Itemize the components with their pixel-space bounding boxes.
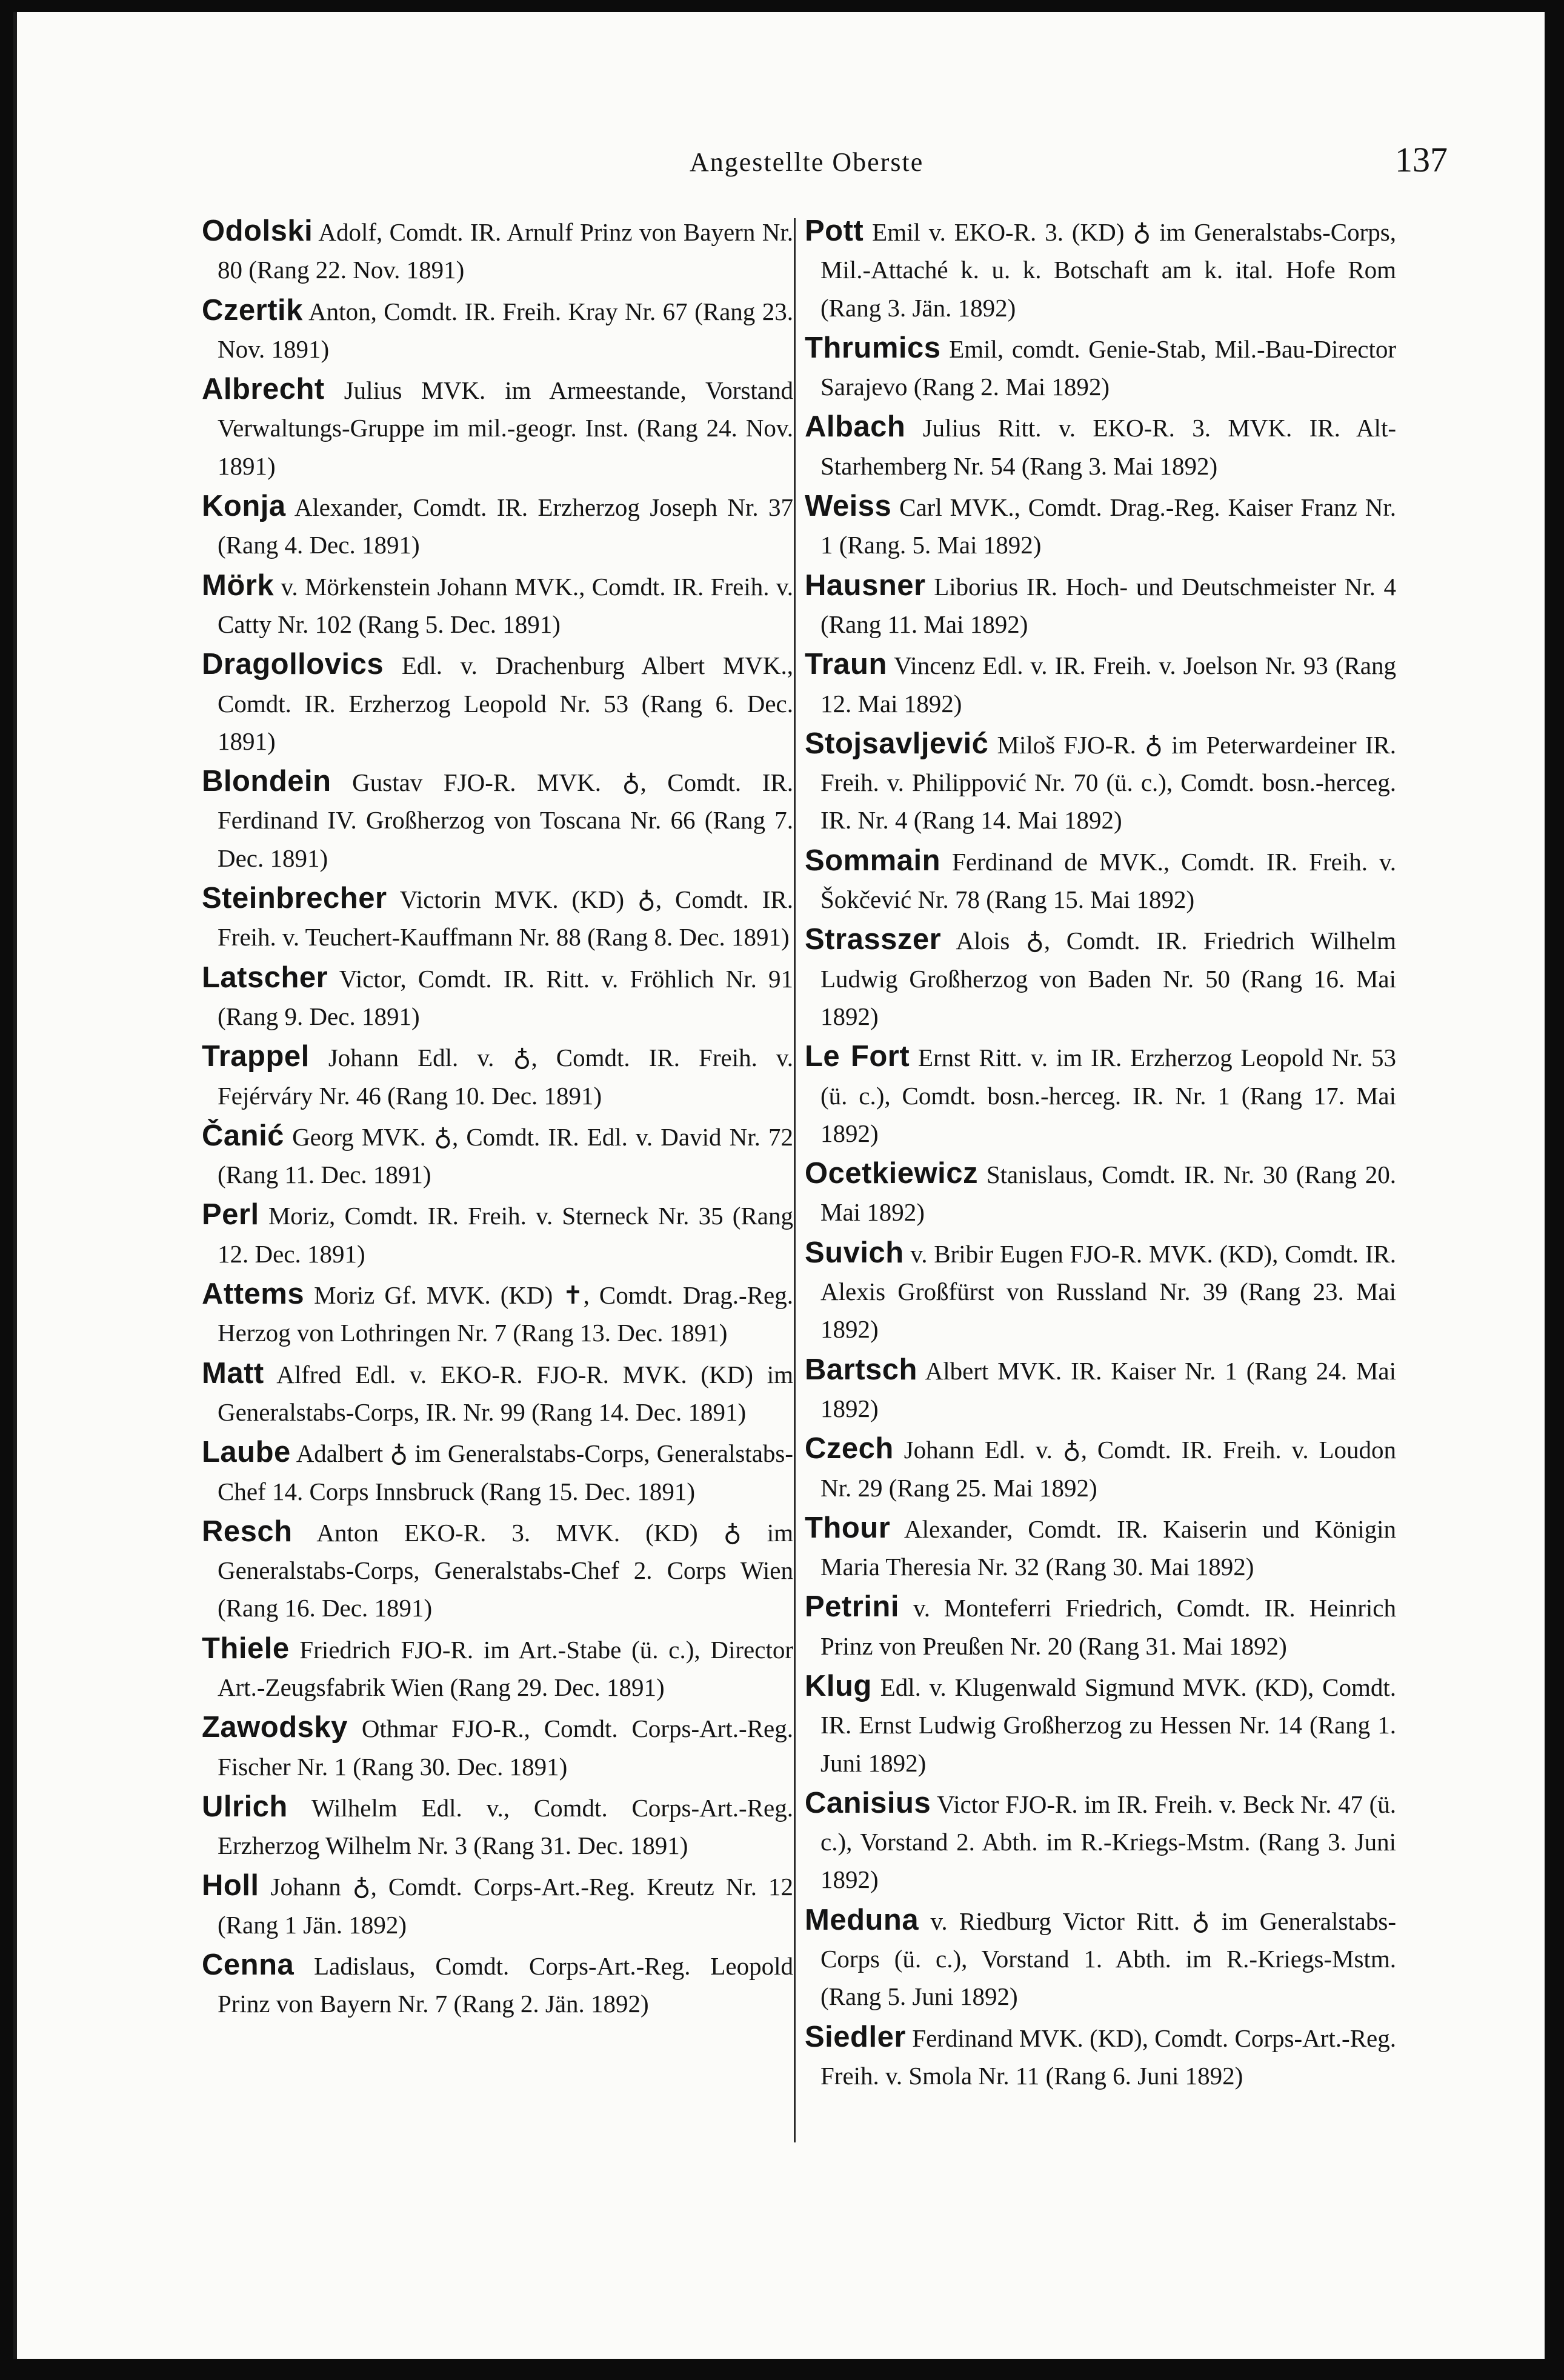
entry-text: Edl. v. Drachenburg Albert MVK., Comdt. IR. Erzherzog Leopold Nr. 53 (Rang 6. Dec. 1891) — [218, 652, 793, 755]
entry — [805, 212, 1396, 327]
entry — [805, 921, 1396, 1035]
column-divider — [794, 218, 796, 2142]
entry — [805, 645, 1396, 722]
entry-name: Ocetkiewicz — [805, 1157, 979, 1190]
entry — [202, 1038, 793, 1115]
entry-text: Johann ♁, Comdt. Corps-Art.-Reg. Kreutz Nr. 12 (Rang 1 Jän. 1892) — [218, 1873, 793, 1939]
entry — [202, 1433, 793, 1510]
entry-text: v. Mörkenstein Johann MVK., Comdt. IR. Freih. v. Catty Nr. 102 (Rang 5. Dec. 1891) — [218, 572, 793, 638]
entry-text: Ernst Ritt. v. im IR. Erzherzog Leopold Nr. 53 (ü. c.), Comdt. bosn.-herceg. IR. Nr. 1 (Rang 17. Mai 1892) — [820, 1044, 1396, 1147]
entry-name: Zawodsky — [202, 1711, 348, 1744]
entry-name: Trappel — [202, 1040, 310, 1073]
entry — [202, 1355, 793, 1432]
entry — [202, 1708, 793, 1785]
entry-name: Czech — [805, 1432, 894, 1465]
entry-text: Johann Edl. v. ♁, Comdt. IR. Freih. v. Loudon Nr. 29 (Rang 25. Mai 1892) — [820, 1436, 1396, 1502]
entry-text: Adalbert ♁ im Generalstabs-Corps, Generalstabs-Chef 14. Corps Innsbruck (Rang 15. Dec. 1891) — [218, 1439, 793, 1505]
entry-name: Suvich — [805, 1236, 904, 1269]
page-header — [17, 133, 1545, 188]
entry-text: Johann Edl. v. ♁, Comdt. IR. Freih. v. Fejérváry Nr. 46 (Rang 10. Dec. 1891) — [218, 1044, 793, 1110]
entry-text: Alfred Edl. v. EKO-R. FJO-R. MVK. (KD) im Generalstabs-Corps, IR. Nr. 99 (Rang 14. Dec. 1891) — [218, 1360, 793, 1426]
entry — [805, 1351, 1396, 1428]
entry — [805, 1038, 1396, 1152]
entry-name: Albrecht — [202, 373, 325, 406]
entry-text: Wilhelm Edl. v., Comdt. Corps-Art.-Reg. Erzherzog Wilhelm Nr. 3 (Rang 31. Dec. 1891) — [218, 1793, 793, 1860]
entry-name: Traun — [805, 648, 887, 681]
entry — [202, 487, 793, 564]
entry-name: Siedler — [805, 2020, 906, 2053]
entry-name: Perl — [202, 1198, 259, 1232]
entry-text: Victorin MVK. (KD) ♁, Comdt. IR. Freih. v. Teuchert-Kauffmann Nr. 88 (Rang 8. Dec. 1891) — [218, 885, 793, 952]
entry-text: Moriz, Comdt. IR. Freih. v. Sterneck Nr. 35 (Rang 12. Dec. 1891) — [218, 1202, 793, 1268]
entry — [202, 370, 793, 485]
entry-name: Odolski — [202, 215, 313, 247]
entry — [805, 487, 1396, 564]
entry — [805, 725, 1396, 839]
entry-name: Pott — [805, 215, 864, 247]
entry-name: Strasszer — [805, 923, 942, 956]
entry-text: Julius Ritt. v. EKO-R. 3. MVK. IR. Alt-Starhemberg Nr. 54 (Rang 3. Mai 1892) — [820, 414, 1396, 480]
entry-text: v. Riedburg Victor Ritt. ♁ im Generalstabs-Corps (ü. c.), Vorstand 1. Abth. im R.-Kriegs-Mstm. (Rang 5. Juni 1892) — [820, 1907, 1396, 2011]
entry — [202, 1513, 793, 1627]
entry-text: Alois ♁, Comdt. IR. Friedrich Wilhelm Ludwig Großherzog von Baden Nr. 50 (Rang 16. Mai 1892) — [820, 927, 1396, 1030]
entry-text: Georg MVK. ♁, Comdt. IR. Edl. v. David Nr. 72 (Rang 11. Dec. 1891) — [218, 1122, 793, 1189]
entry-name: Holl — [202, 1869, 259, 1902]
entry-name: Klug — [805, 1669, 872, 1702]
entry-name: Steinbrecher — [202, 882, 387, 915]
entry-name: Petrini — [805, 1590, 899, 1624]
entry-text: Alexander, Comdt. IR. Erzherzog Joseph Nr. 37 (Rang 4. Dec. 1891) — [218, 493, 793, 559]
entry — [202, 567, 793, 644]
entry — [805, 1588, 1396, 1665]
document-page — [13, 12, 1545, 2359]
entry-name: Cenna — [202, 1948, 294, 1982]
entry-name: Sommain — [805, 844, 941, 877]
entry — [805, 2018, 1396, 2095]
entry — [805, 567, 1396, 644]
entry-name: Mörk — [202, 568, 275, 602]
entry-name: Thrumics — [805, 331, 941, 364]
entry — [805, 1234, 1396, 1348]
entry — [202, 292, 793, 368]
entry-text: v. Monteferri Friedrich, Comdt. IR. Heinrich Prinz von Preußen Nr. 20 (Rang 31. Mai 1892) — [820, 1594, 1396, 1660]
entry-text: Anton EKO-R. 3. MVK. (KD) ♁ im Generalstabs-Corps, Generalstabs-Chef 2. Corps Wien (Rang 16. Dec. 1891) — [218, 1518, 793, 1622]
entry-text: Edl. v. Klugenwald Sigmund MVK. (KD), Comdt. IR. Ernst Ludwig Großherzog zu Hessen Nr. 14 (Rang 1. Juni 1892) — [820, 1673, 1396, 1777]
right-column — [805, 212, 1396, 2097]
entry — [805, 1667, 1396, 1782]
running-title: Angestellte Oberste — [690, 147, 924, 177]
entry-name: Meduna — [805, 1903, 919, 1936]
entry-text: Ferdinand MVK. (KD), Comdt. Corps-Art.-Reg. Freih. v. Smola Nr. 11 (Rang 6. Juni 1892) — [820, 2024, 1396, 2090]
entry-text: Vincenz Edl. v. IR. Freih. v. Joelson Nr. 93 (Rang 12. Mai 1892) — [820, 652, 1396, 718]
entry-name: Konja — [202, 490, 286, 523]
entry — [805, 408, 1396, 485]
entry — [202, 1630, 793, 1707]
entry-text: Anton, Comdt. IR. Freih. Kray Nr. 67 (Rang 23. Nov. 1891) — [218, 297, 793, 363]
entry — [202, 1117, 793, 1194]
entry-text: Liborius IR. Hoch- und Deutschmeister Nr. 4 (Rang 11. Mai 1892) — [820, 572, 1396, 638]
entry-name: Matt — [202, 1356, 264, 1390]
entry — [202, 645, 793, 760]
entry-text: Miloš FJO-R. ♁ im Peterwardeiner IR. Freih. v. Philippović Nr. 70 (ü. c.), Comdt. bosn.-herceg. IR. Nr. 4 (Rang 14. Mai 1892) — [820, 730, 1396, 835]
entry-name: Thiele — [202, 1632, 290, 1665]
entry-name: Canisius — [805, 1786, 931, 1819]
entry-name: Attems — [202, 1278, 305, 1311]
page-number: 137 — [1395, 140, 1448, 179]
entry — [805, 1784, 1396, 1899]
entry-text: Gustav FJO-R. MVK. ♁, Comdt. IR. Ferdinand IV. Großherzog von Toscana Nr. 66 (Rang 7. Dec. 1891) — [218, 768, 793, 872]
entry-text: Ferdinand de MVK., Comdt. IR. Freih. v. Šokčević Nr. 78 (Rang 15. Mai 1892) — [820, 847, 1396, 914]
entry-name: Čanić — [202, 1119, 284, 1152]
entry-text: Carl MVK., Comdt. Drag.-Reg. Kaiser Franz Nr. 1 (Rang. 5. Mai 1892) — [820, 493, 1396, 559]
entry-name: Czertik — [202, 293, 303, 327]
entry-name: Thour — [805, 1511, 891, 1544]
entry — [202, 879, 793, 956]
entry-text: Ladislaus, Comdt. Corps-Art.-Reg. Leopold Prinz von Bayern Nr. 7 (Rang 2. Jän. 1892) — [218, 1952, 793, 2018]
entry-text: Albert MVK. IR. Kaiser Nr. 1 (Rang 24. Mai 1892) — [820, 1356, 1396, 1422]
entry-name: Weiss — [805, 490, 892, 523]
entry-text: Emil, comdt. Genie-Stab, Mil.-Bau-Director Sarajevo (Rang 2. Mai 1892) — [820, 335, 1396, 401]
entry-text: Othmar FJO-R., Comdt. Corps-Art.-Reg. Fischer Nr. 1 (Rang 30. Dec. 1891) — [218, 1715, 793, 1781]
entry-name: Hausner — [805, 568, 926, 602]
entry-text: Moriz Gf. MVK. (KD) ✝, Comdt. Drag.-Reg. Herzog von Lothringen Nr. 7 (Rang 13. Dec. 1891) — [218, 1281, 793, 1347]
entry — [202, 1788, 793, 1865]
entry — [202, 1275, 793, 1352]
entry-name: Latscher — [202, 961, 328, 994]
entry-text: Victor FJO-R. im IR. Freih. v. Beck Nr. 47 (ü. c.), Vorstand 2. Abth. im R.-Kriegs-Mstm. (Rang 3. Juni 1892) — [820, 1790, 1396, 1894]
entry — [805, 1901, 1396, 2016]
entry-text: Victor, Comdt. IR. Ritt. v. Fröhlich Nr. 91 (Rang 9. Dec. 1891) — [218, 964, 793, 1030]
entry-name: Resch — [202, 1515, 293, 1548]
entry — [805, 1509, 1396, 1586]
entry-name: Dragollovics — [202, 648, 384, 681]
entry — [202, 762, 793, 877]
entry — [202, 959, 793, 1036]
entry-name: Stojsavljević — [805, 727, 989, 760]
entry-name: Bartsch — [805, 1353, 917, 1386]
entry-text: v. Bribir Eugen FJO-R. MVK. (KD), Comdt. IR. Alexis Großfürst von Russland Nr. 39 (Rang 23. Mai 1892) — [820, 1239, 1396, 1344]
entry-text: Stanislaus, Comdt. IR. Nr. 30 (Rang 20. Mai 1892) — [820, 1161, 1396, 1227]
entry — [805, 1430, 1396, 1507]
entry — [805, 329, 1396, 406]
entry — [202, 1196, 793, 1273]
entry-name: Laube — [202, 1436, 291, 1469]
entry-text: Julius MVK. im Armeestande, Vorstand Verwaltungs-Gruppe im mil.-geogr. Inst. (Rang 24. Nov. 1891) — [218, 376, 793, 480]
entry — [202, 212, 793, 289]
entry — [805, 842, 1396, 919]
entry-name: Albach — [805, 410, 906, 444]
entry-text: Adolf, Comdt. IR. Arnulf Prinz von Bayern Nr. 80 (Rang 22. Nov. 1891) — [218, 218, 793, 284]
entry — [202, 1867, 793, 1944]
entry-name: Ulrich — [202, 1790, 288, 1823]
entry — [805, 1155, 1396, 1232]
entry-name: Le Fort — [805, 1040, 910, 1073]
entry — [202, 1946, 793, 2023]
left-column — [202, 212, 793, 2025]
entry-text: Emil v. EKO-R. 3. (KD) ♁ im Generalstabs-Corps, Mil.-Attaché k. u. k. Botschaft am k. ital. Hofe Rom (Rang 3. Jän. 1892) — [820, 218, 1396, 322]
entry-text: Friedrich FJO-R. im Art.-Stabe (ü. c.), Director Art.-Zeugsfabrik Wien (Rang 29. Dec. 1891) — [218, 1635, 793, 1701]
entry-name: Blondein — [202, 765, 331, 798]
entry-text: Alexander, Comdt. IR. Kaiserin und Königin Maria Theresia Nr. 32 (Rang 30. Mai 1892) — [820, 1515, 1396, 1581]
